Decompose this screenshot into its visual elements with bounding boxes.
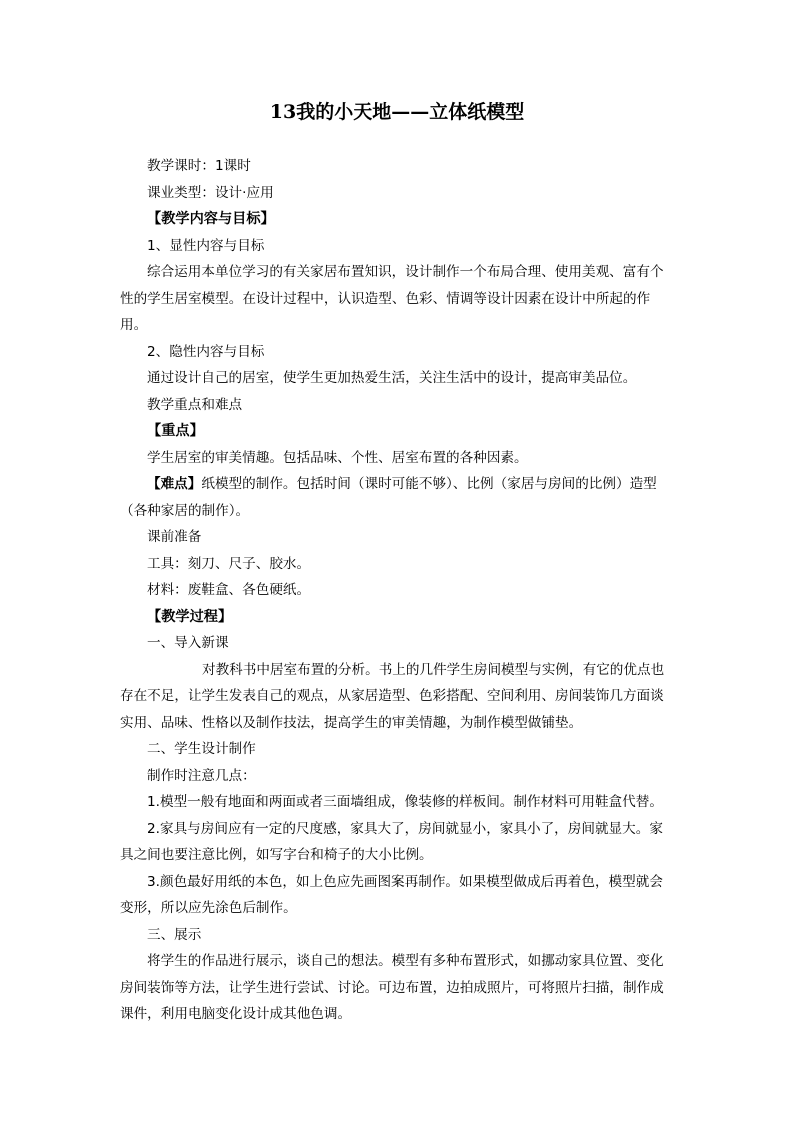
difficulty-paragraph [120,471,676,524]
display-heading: 三、展示 [147,926,202,943]
section-heading-key-point: 【重点】 [147,423,204,439]
difficulty-text: 纸模型的制作。包括时间（课时可能不够）、比例（家居与房间的比例）造型（各种家居的制作）。 [120,476,657,519]
section-heading-process: 【教学过程】 [147,608,233,625]
intro-text: 对教科书中居室布置的分析。书上的几件学生房间模型与实例，有它的优点也存在不足，让学生发表自己的观点，从家居造型、色彩搭配、空间利用、房间装饰几方面谈实用、品味、性格以及制作技法，提高学生的审美情趣，为制作模型做铺垫。 [120,661,665,731]
section-heading-difficulty: 【难点】 [147,476,202,492]
implicit-goals-heading: 2、隐性内容与目标 [147,343,265,360]
note-2: 2.家具与房间应有一定的尺度感，家具大了，房间就显小，家具小了，房间就显大。家具之间也要注意比例，如写字台和椅子的大小比例。 [120,820,663,863]
explicit-goals-text: 综合运用本单位学习的有关家居布置知识，设计制作一个布局合理、使用美观、富有个性的学生居室模型。在设计过程中，认识造型、色彩、情调等设计因素在设计中所起的作用。 [120,264,664,333]
explicit-goals-heading: 1、显性内容与目标 [147,237,265,254]
page-title: 13我的小天地——立体纸模型 [269,101,525,123]
document-body [120,153,676,1028]
note-1: 1.模型一般有地面和两面或者三面墙组成，像装修的样板间。制作材料可用鞋盒代替。 [147,794,663,810]
materials-text: 材料：废鞋盒、各色硬纸。 [147,582,311,598]
notes-heading: 制作时注意几点： [147,767,256,784]
section-heading-content-goals: 【教学内容与目标】 [147,211,275,227]
tools-text: 工具：刻刀、尺子、胶水。 [147,555,311,572]
intro-heading: 一、导入新课 [147,635,229,651]
implicit-goals-text: 通过设计自己的居室，使学生更加热爱生活，关注生活中的设计，提高审美品位。 [147,370,637,386]
display-text: 将学生的作品进行展示，谈自己的想法。模型有多种布置形式，如挪动家具位置、变化房间装饰等方法，让学生进行尝试、讨论。可边布置，边拍成照片，可将照片扫描，制作成课件，利用电脑变化设计成其他色调。 [120,953,664,1022]
key-points-heading: 教学重点和难点 [147,396,243,413]
preparation-heading: 课前准备 [147,529,202,545]
key-point-text: 学生居室的审美情趣。包括品味、个性、居室布置的各种因素。 [147,449,528,466]
note-3: 3.颜色最好用纸的本色，如上色应先画图案再制作。如果模型做成后再着色，模型就会变形，所以应先涂色后制作。 [120,873,663,916]
lesson-type: 课业类型：设计·应用 [147,184,274,201]
lesson-hours: 教学课时：1课时 [147,158,251,174]
design-heading: 二、学生设计制作 [147,741,256,757]
